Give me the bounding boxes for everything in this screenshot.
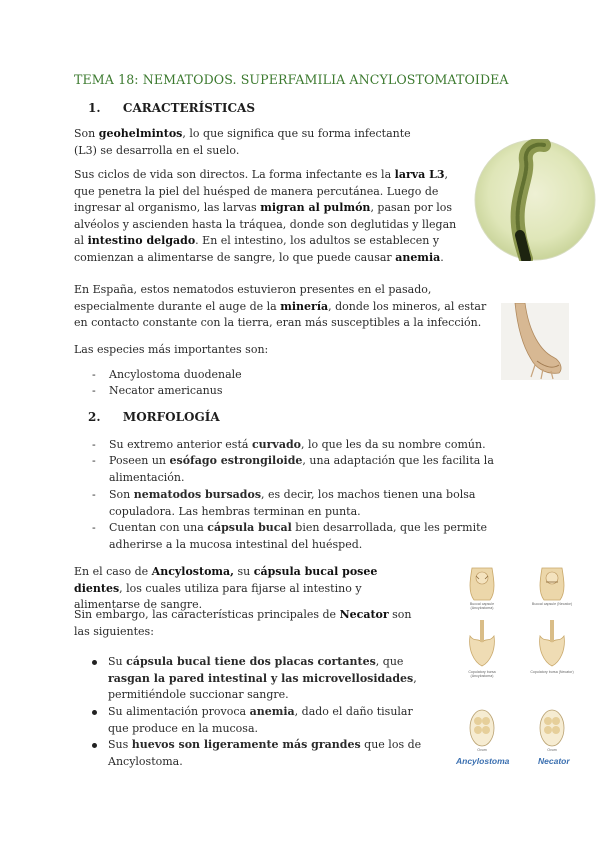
text-run: Poseen un — [109, 454, 170, 467]
bullet-item — [92, 737, 422, 770]
text-run: , donde los mineros, al estar en contacto constante con la tierra, eran más susceptibles a la infección. — [74, 299, 487, 329]
bullet-dot — [92, 743, 97, 748]
text-run: , los cuales utiliza para fijarse al intestino y alimentarse de sangre. — [74, 581, 362, 611]
species-name: Necator americanus — [109, 384, 223, 397]
bold-term: geohelmintos — [98, 127, 183, 140]
text-run: , dado el daño tisular que produce en la mucosa. — [108, 705, 413, 735]
figure-caption-ancylostoma: Ancylostoma — [456, 756, 510, 766]
paragraph-geohelmintos — [74, 126, 436, 159]
text-run: Su alimentación provoca — [108, 705, 250, 718]
text-run: Su extremo anterior está — [109, 438, 252, 451]
text-run: que los de Ancylostoma. — [108, 738, 422, 768]
text-run: , que — [375, 655, 404, 668]
bold-term: cápsula bucal tiene dos placas cortantes — [126, 655, 376, 668]
text-run: . En el intestino, los adultos se establecen y comienzan a alimentarse de sangre, lo que puede causar — [74, 234, 440, 264]
morphology-item — [92, 520, 528, 553]
text-run: , una adaptación que les facilita la alimentación. — [109, 454, 494, 484]
figure-caption-necator: Necator — [538, 756, 570, 766]
text-run: Sus — [108, 738, 132, 751]
bullet-text — [108, 737, 422, 770]
bold-term: cápsula bucal posee dientes — [74, 565, 378, 595]
ancylostoma-necator-figure — [452, 558, 582, 764]
paragraph-necator — [74, 607, 414, 640]
text-run: Cuentan con una — [109, 521, 208, 534]
bullet-item — [92, 654, 422, 704]
dash-marker: - — [92, 438, 96, 451]
ancylostoma-buccal-capsule — [470, 568, 494, 600]
ancylostoma-ovum — [470, 710, 494, 746]
dash-marker: - — [92, 488, 96, 501]
text-run: , que penetra la piel del huésped de manera percutánea. Luego de ingresar al organismo, las larvas — [74, 168, 448, 214]
bold-term: larva L3 — [394, 168, 445, 181]
bold-term: cápsula bucal — [207, 521, 292, 534]
bullet-text — [108, 704, 422, 737]
text-run: , pasan por los alvéolos y ascienden hasta la tráquea, donde son deglutidas y llegan al — [74, 201, 457, 247]
bullet-item — [92, 704, 422, 737]
morphology-item — [92, 453, 522, 486]
text-run: , lo que les da su nombre común. — [300, 438, 486, 451]
text-run: Su — [108, 655, 127, 668]
morphology-text — [109, 453, 522, 486]
species-item — [92, 383, 292, 400]
bold-term: anemia — [249, 705, 295, 718]
bullet-dot — [92, 660, 97, 665]
necator-ovum — [540, 710, 564, 746]
figure-label: Buccal capsule (Ancylostoma) — [469, 602, 495, 611]
bold-term: migran al pulmón — [260, 201, 371, 214]
bold-term: rasgan la pared intestinal y las microvellosidades — [108, 671, 414, 685]
text-run: , es decir, los machos tienen una bolsa copuladora. Las hembras terminan en punta. — [109, 488, 476, 518]
section-number: 2. — [88, 410, 101, 424]
text-run: Son — [74, 127, 99, 140]
bold-term: huevos son ligeramente más grandes — [131, 738, 361, 751]
text-run: Son — [109, 488, 134, 501]
bullet-dot — [92, 710, 97, 715]
text-run: Sus ciclos de vida son directos. La forma infectante es la — [74, 168, 395, 181]
text-run: , permitiéndole succionar sangre. — [108, 671, 417, 701]
morphology-text — [109, 487, 522, 520]
text-run: , lo que significa que su forma infectante (L3) se desarrolla en el suelo. — [74, 127, 411, 157]
text-run: . — [440, 250, 444, 264]
morphology-item — [92, 437, 522, 454]
text-run: son las siguientes: — [74, 608, 412, 638]
dash-marker: - — [92, 521, 96, 534]
section-heading-morfologia — [88, 410, 220, 424]
bold-term: Necator — [339, 608, 389, 621]
larva-microscope-image — [474, 139, 596, 261]
text-run: bien desarrollada, que les permite adherirse a la mucosa intestinal del huésped. — [109, 521, 488, 551]
figure-label: Copulatory bursa (Ancylostoma) — [468, 670, 496, 679]
section-title: CARACTERÍSTICAS — [122, 101, 255, 115]
bold-term: curvado — [251, 438, 301, 451]
dash-marker: - — [92, 454, 96, 467]
text-run: En el caso de — [74, 565, 152, 578]
paragraph-especies: Las especies más importantes son: — [74, 343, 269, 356]
species-name: Ancylostoma duodenale — [109, 368, 242, 381]
paragraph-espana — [74, 282, 494, 332]
figure-label: Copulatory bursa (Necator) — [530, 670, 574, 674]
bold-term: esófago estrongiloide — [169, 454, 303, 467]
paragraph-ciclo-vida — [74, 167, 464, 266]
text-run: su — [234, 565, 254, 578]
bold-term: nematodos bursados — [133, 488, 262, 501]
morphology-text — [109, 520, 528, 553]
morphology-text — [109, 437, 522, 454]
bullet-text — [108, 654, 422, 704]
section-number: 1. — [88, 101, 101, 115]
text-run: En España, estos nematodos estuvieron presentes en el pasado, especialmente durante el auge de la — [74, 283, 432, 313]
bold-term: anemia — [395, 250, 441, 264]
section-heading-caracteristicas — [88, 101, 255, 115]
bold-term: intestino delgado — [87, 234, 196, 247]
species-item — [92, 367, 292, 384]
dash-marker: - — [92, 368, 96, 381]
worm-bursa-image — [501, 303, 569, 380]
bold-term: Ancylostoma, — [151, 565, 235, 578]
necator-buccal-capsule — [540, 568, 564, 600]
section-title: MORFOLOGÍA — [122, 410, 220, 424]
morphology-item — [92, 487, 522, 520]
figure-label: Ovum — [547, 748, 557, 752]
document-title: TEMA 18: NEMATODOS. SUPERFAMILIA ANCYLOSTOMATOIDEA — [74, 72, 509, 87]
text-run: Sin embargo, las características principales de — [74, 608, 340, 621]
figure-label: Buccal capsule (Necator) — [531, 602, 573, 606]
figure-label: Ovum — [477, 748, 487, 752]
dash-marker: - — [92, 384, 96, 397]
bold-term: minería — [280, 299, 329, 313]
